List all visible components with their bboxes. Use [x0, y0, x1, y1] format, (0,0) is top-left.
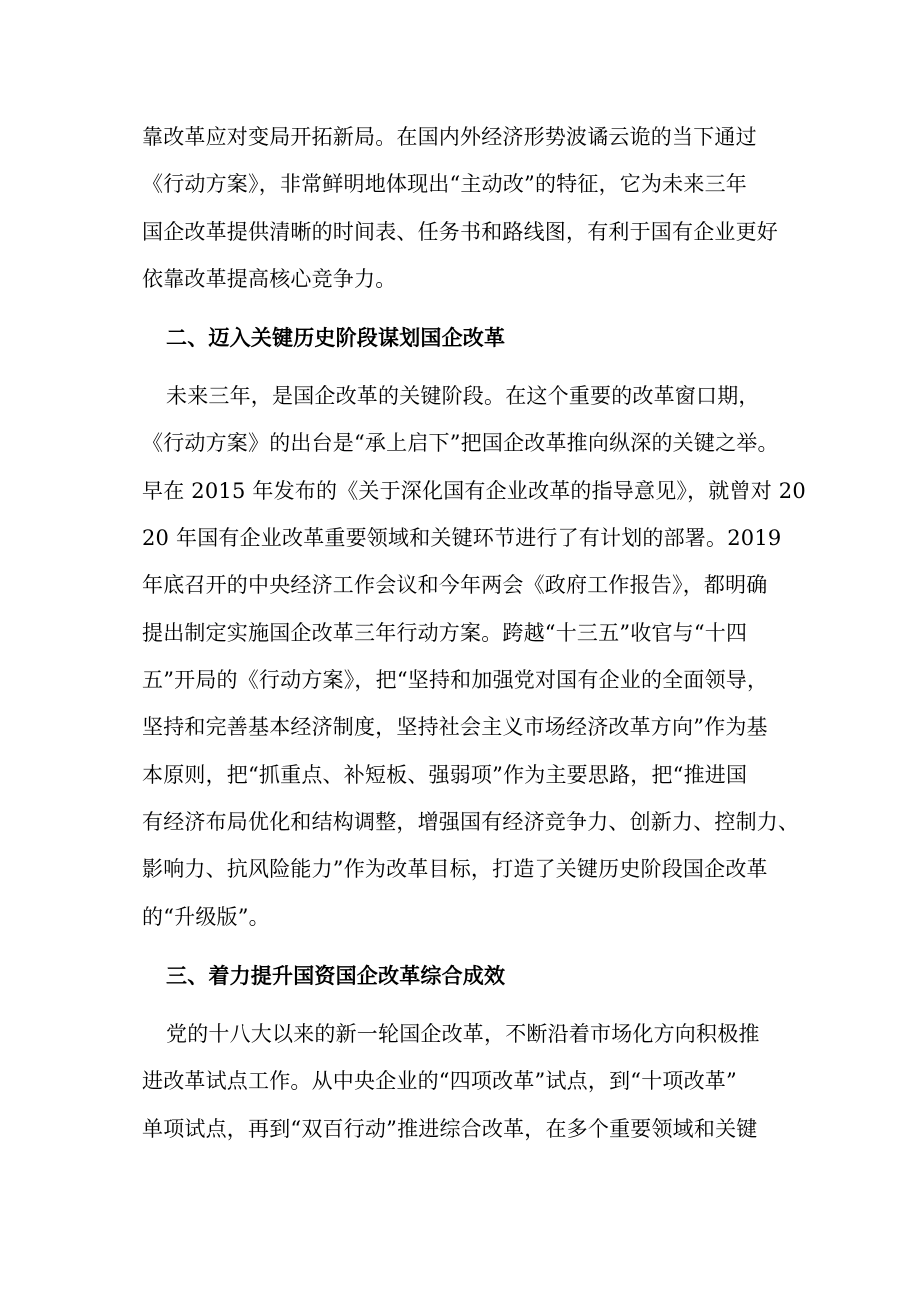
paragraph-line: 坚持和完善基本经济制度，坚持社会主义市场经济改革方向”作为基 [142, 715, 768, 739]
paragraph-line: 有经济布局优化和结构调整，增强国有经济竞争力、创新力、控制力、 [142, 810, 800, 834]
paragraph-line: 本原则，把“抓重点、补短板、强弱项”作为主要思路，把“推进国 [142, 763, 748, 787]
paragraph-line: 依靠改革提高核心竞争力。 [142, 267, 397, 291]
paragraph-line: 20 年国有企业改革重要领域和关键环节进行了有计划的部署。2019 [142, 526, 782, 550]
paragraph-line: 《行动方案》的出台是“承上启下”把国企改革推向纵深的关键之举。 [142, 431, 779, 455]
paragraph-line: 年底召开的中央经济工作会议和今年两会《政府工作报告》，都明确 [142, 573, 768, 597]
section-heading-2: 二、迈入关键历史阶段谋划国企改革 [166, 326, 506, 350]
paragraph-line: 未来三年，是国企改革的关键阶段。在这个重要的改革窗口期， [166, 384, 760, 408]
paragraph-line: 靠改革应对变局开拓新局。在国内外经济形势波谲云诡的当下通过 [142, 125, 757, 149]
paragraph-line: 早在 2015 年发布的《关于深化国有企业改革的指导意见》，就曾对 20 [142, 479, 806, 503]
section-heading-3: 三、着力提升国资国企改革综合成效 [166, 964, 506, 988]
paragraph-line: 五”开局的《行动方案》，把“坚持和加强党对国有企业的全面领导， [142, 668, 769, 692]
paragraph-line: 单项试点，再到“双百行动”推进综合改革，在多个重要领域和关键 [142, 1117, 758, 1141]
paragraph-line: 的“升级版”。 [142, 905, 270, 929]
paragraph-line: 党的十八大以来的新一轮国企改革，不断沿着市场化方向积极推 [166, 1022, 760, 1046]
paragraph-line: 进改革试点工作。从中央企业的“四项改革”试点，到“十项改革” [142, 1069, 737, 1093]
paragraph-line: 影响力、抗风险能力”作为改革目标，打造了关键历史阶段国企改革 [142, 857, 768, 881]
paragraph-line: 《行动方案》，非常鲜明地体现出“主动改”的特征，它为未来三年 [142, 172, 747, 196]
paragraph-line: 提出制定实施国企改革三年行动方案。跨越“十三五”收官与“十四 [142, 621, 748, 645]
paragraph-line: 国企改革提供清晰的时间表、任务书和路线图，有利于国有企业更好 [142, 220, 778, 244]
